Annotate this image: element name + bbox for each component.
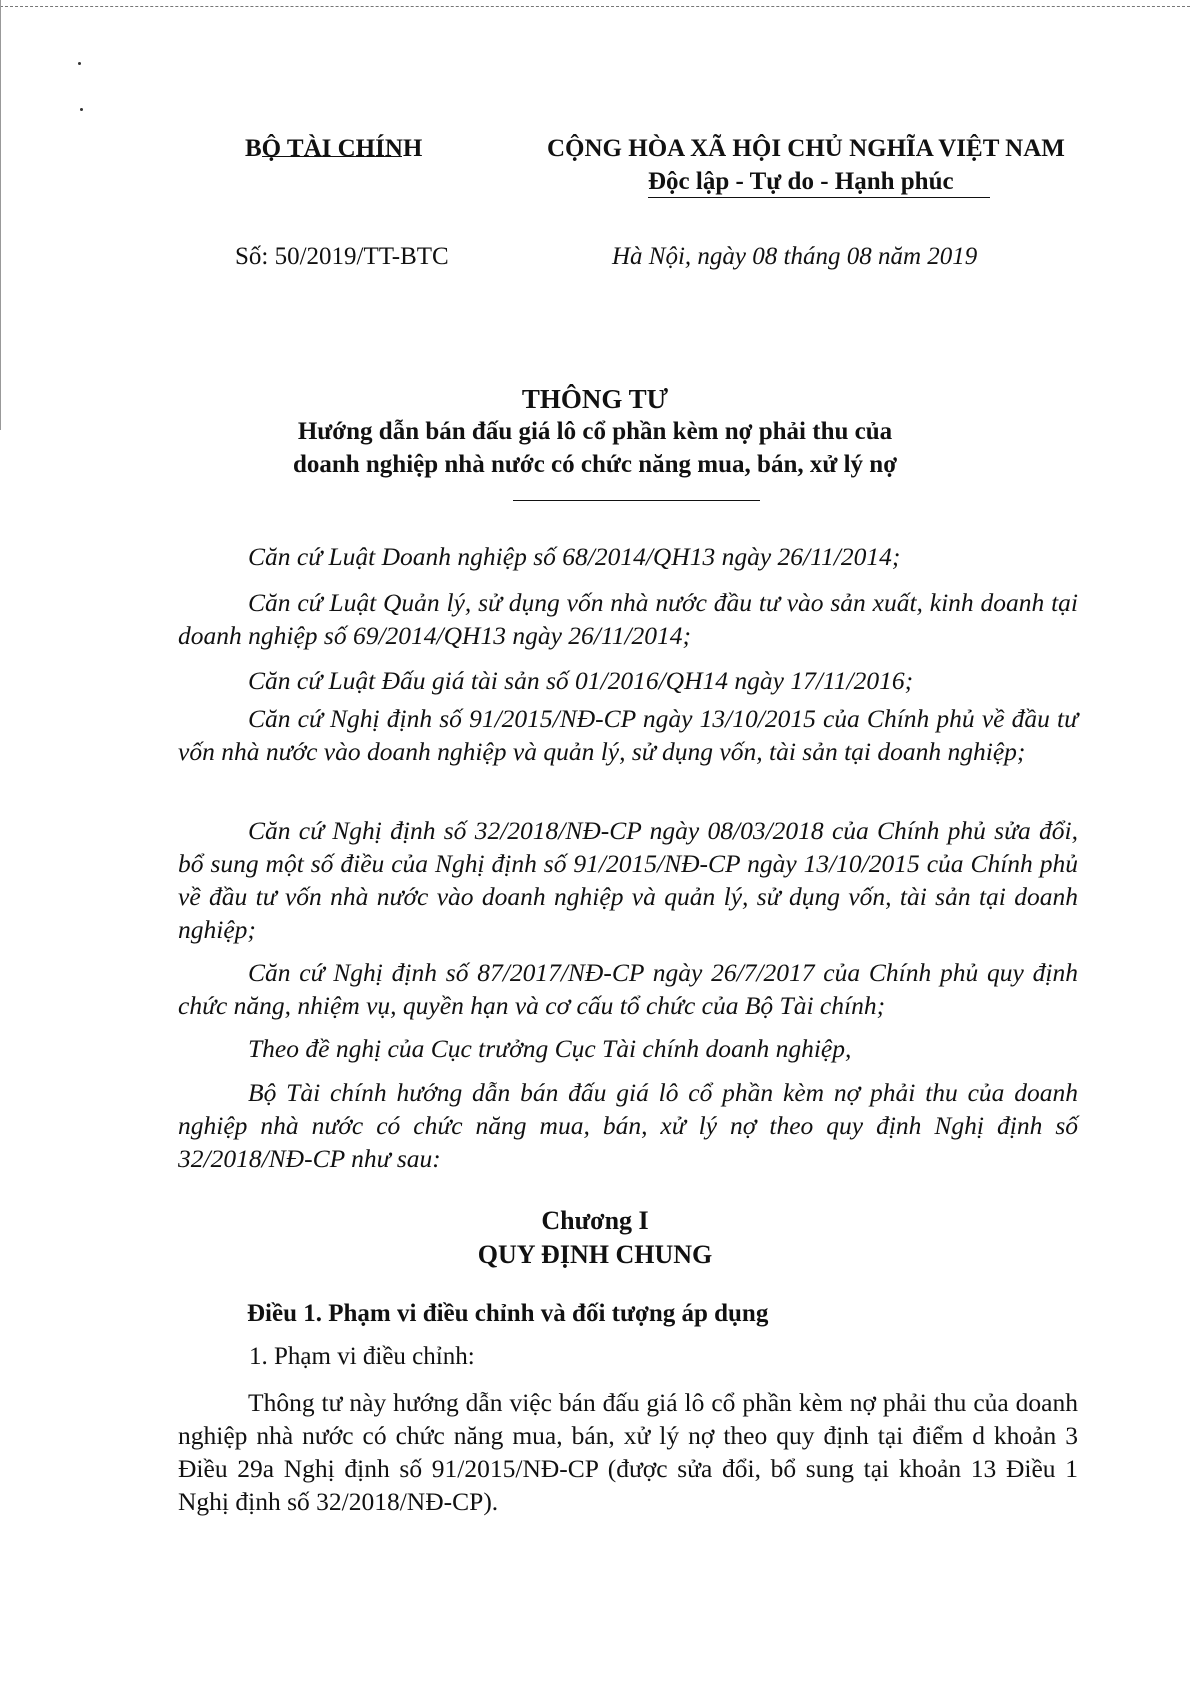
scan-speck <box>80 108 83 111</box>
national-motto: Độc lập - Tự do - Hạnh phúc <box>648 168 954 195</box>
article-heading: Điều 1. Phạm vi điều chỉnh và đối tượng áp dụng <box>247 1300 769 1327</box>
scan-speck <box>78 62 81 65</box>
place-and-date: Hà Nội, ngày 08 tháng 08 năm 2019 <box>612 243 978 270</box>
scan-edge-left <box>0 0 1 430</box>
document-number: Số: 50/2019/TT-BTC <box>235 243 449 270</box>
preamble-paragraph: Căn cứ Nghị định số 91/2015/NĐ-CP ngày 13/10/2015 của Chính phủ về đầu tư vốn nhà nước vào doanh nghiệp và quản lý, sử dụng vốn, tài sản tại doanh nghiệp; <box>178 704 1078 766</box>
ministry-name: BỘ TÀI CHÍNH <box>245 135 423 162</box>
preamble-paragraph: Căn cứ Nghị định số 32/2018/NĐ-CP ngày 08/03/2018 của Chính phủ sửa đổi, bổ sung một số điều của Nghị định số 91/2015/NĐ-CP ngày 13/10/2015 của Chính phủ về đầu tư vốn nhà nước vào doanh nghiệp và quản lý, sử dụng vốn, tài sản tại doanh nghiệp; <box>178 816 1078 944</box>
ministry-underline <box>262 156 402 157</box>
preamble-paragraph: Căn cứ Luật Doanh nghiệp số 68/2014/QH13 ngày 26/11/2014; <box>248 542 901 571</box>
preamble-paragraph: Căn cứ Luật Đấu giá tài sản số 01/2016/QH14 ngày 17/11/2016; <box>248 666 914 695</box>
preamble-paragraph: Bộ Tài chính hướng dẫn bán đấu giá lô cổ phần kèm nợ phải thu của doanh nghiệp nhà nước có chức năng mua, bán, xử lý nợ theo quy định Nghị định số 32/2018/NĐ-CP như sau: <box>178 1078 1078 1173</box>
article-body: Thông tư này hướng dẫn việc bán đấu giá lô cổ phần kèm nợ phải thu của doanh nghiệp nhà nước có chức năng mua, bán, xử lý nợ theo quy định tại điểm d khoản 3 Điều 29a Nghị định số 91/2015/NĐ-CP (được sửa đổi, bổ sung tại khoản 13 Điều 1 Nghị định số 32/2018/NĐ-CP). <box>178 1388 1078 1516</box>
scan-edge-top <box>0 6 1190 7</box>
chapter-name: QUY ĐỊNH CHUNG <box>477 1240 713 1269</box>
document-subject-line-1: Hướng dẫn bán đấu giá lô cổ phần kèm nợ phải thu của <box>297 418 893 445</box>
motto-underline <box>648 197 990 198</box>
preamble-paragraph: Căn cứ Nghị định số 87/2017/NĐ-CP ngày 26/7/2017 của Chính phủ quy định chức năng, nhiệm vụ, quyền hạn và cơ cấu tổ chức của Bộ Tài chính; <box>178 958 1078 1020</box>
title-separator <box>513 500 760 501</box>
preamble-paragraph: Theo đề nghị của Cục trưởng Cục Tài chính doanh nghiệp, <box>248 1034 852 1063</box>
document-type: THÔNG TƯ <box>521 384 669 414</box>
preamble-paragraph: Căn cứ Luật Quản lý, sử dụng vốn nhà nước đầu tư vào sản xuất, kinh doanh tại doanh nghiệp số 69/2014/QH13 ngày 26/11/2014; <box>178 588 1078 650</box>
country-name: CỘNG HÒA XÃ HỘI CHỦ NGHĨA VIỆT NAM <box>547 135 1065 162</box>
article-item: 1. Phạm vi điều chỉnh: <box>249 1343 475 1370</box>
document-subject-line-2: doanh nghiệp nhà nước có chức năng mua, bán, xử lý nợ <box>292 451 898 478</box>
chapter-number: Chương I <box>541 1206 649 1235</box>
